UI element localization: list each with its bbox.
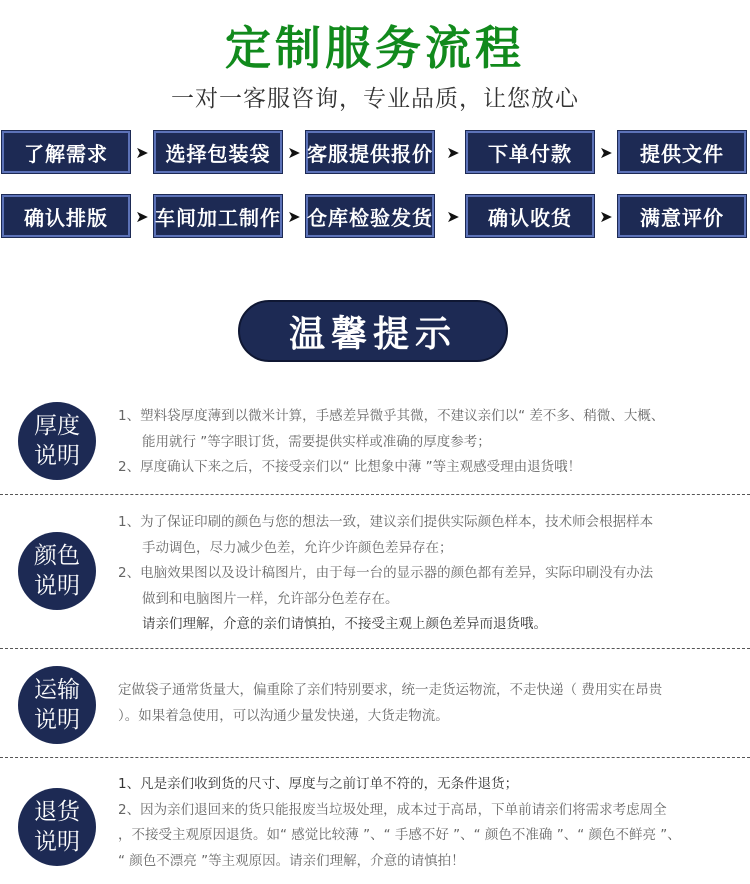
divider [0,757,750,758]
step-provide-files: 提供文件 [618,131,746,173]
arrow-icon: ➤ [135,142,149,162]
arrow-icon: ➤ [135,206,149,226]
step-review: 满意评价 [618,195,746,237]
section-text: 1、凡是亲们收到货的尺寸、厚度与之前订单不符的，无条件退货； 2、因为亲们退回来的货只能报废当垃圾处理，成本过于高昂，下单前请亲们将需求考虑周全 ，不接受主观原因退货。如“ 感觉比较薄 ”、“ 手感不好 ”、“ 颜色不准确 ”、“ 颜色不鲜亮 ”、 “ 颜色不漂亮 ”等主观原因。请亲们理解，介意的请慎拍！ [118,776,681,869]
step-quote: 客服提供报价 [306,131,434,173]
step-choose-bag: 选择包装袋 [154,131,282,173]
section-text: 1、为了保证印刷的颜色与您的想法一致，建议亲们提供实际颜色样本，技术师会根据样本 手动调色，尽力减少色差，允许少许颜色差异存在； 2、电脑效果图以及设计稿图片，由于每一台的显示器的颜色都有差异，实际印刷没有办法 做到和电脑图片一样，允许部分色差存在。 请亲们理解，介意的亲们请慎拍，不接受主观上颜色差异而退货哦。 [118,514,654,632]
step-place-order: 下单付款 [466,131,594,173]
arrow-icon: ➤ [287,142,301,162]
divider [0,648,750,649]
step-understand-needs: 了解需求 [2,131,130,173]
arrow-icon: ➤ [287,206,301,226]
arrow-icon: ➤ [599,206,613,226]
tips-heading: 温馨提示 [238,300,508,362]
step-confirm-receipt: 确认收货 [466,195,594,237]
badge-thickness: 厚度 说明 [18,402,96,480]
step-production: 车间加工制作 [154,195,282,237]
divider [0,494,750,495]
process-steps-row-2 [0,195,750,237]
section-text: 定做袋子通常货量大，偏重除了亲们特别要求，统一走货运物流，不走快递（ 费用实在昂贵 ）。如果着急使用，可以沟通少量发快递，大货走物流。 [118,682,663,724]
badge-shipping: 运输 说明 [18,666,96,744]
badge-returns: 退货 说明 [18,788,96,866]
section-text: 1、塑料袋厚度薄到以微米计算，手感差异微乎其微，不建议亲们以“ 差不多、稍微、大概、 能用就行 ”等字眼订货，需要提供实样或准确的厚度参考； 2、厚度确认下来之后，不接受亲们以“ 比想象中薄 ”等主观感受理由退货哦！ [118,408,665,475]
step-confirm-layout: 确认排版 [2,195,130,237]
page-title: 定制服务流程 [225,21,525,75]
page-subtitle: 一对一客服咨询，专业品质，让您放心 [171,86,579,112]
arrow-icon: ➤ [446,206,460,226]
arrow-icon: ➤ [446,142,460,162]
badge-color: 颜色 说明 [18,532,96,610]
step-inspect-ship: 仓库检验发货 [306,195,434,237]
process-steps-row-1 [0,131,750,173]
arrow-icon: ➤ [599,142,613,162]
